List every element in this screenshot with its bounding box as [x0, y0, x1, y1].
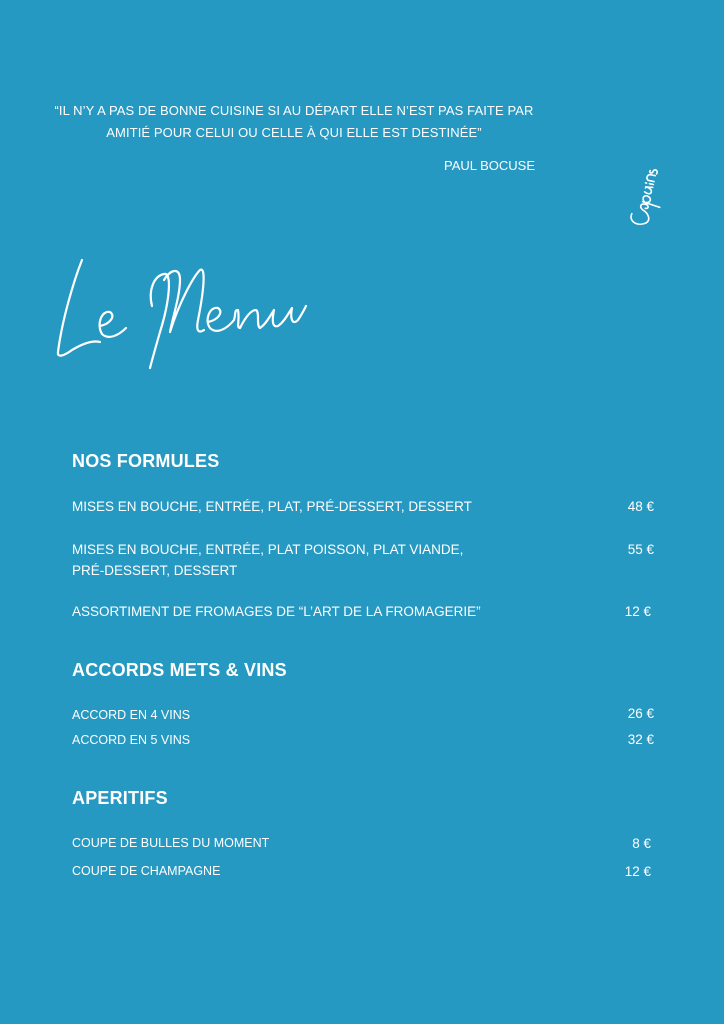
accord-item-price: 32 € — [627, 732, 654, 747]
aperitif-item-label: COUPE DE BULLES DU MOMENT — [72, 836, 270, 850]
formule-item-label — [72, 539, 463, 581]
quote-author: PAUL BOCUSE — [444, 158, 536, 173]
formule-item-price: 55 € — [627, 542, 654, 557]
aperitif-item-price: 8 € — [632, 836, 651, 851]
formule-item-label: ASSORTIMENT DE FROMAGES DE “L’ART DE LA FROMAGERIE” — [72, 604, 481, 619]
formule-item-label-line-1: MISES EN BOUCHE, ENTRÉE, PLAT POISSON, PLAT VIANDE, — [72, 542, 464, 557]
accord-item-label: ACCORD EN 4 VINS — [72, 708, 191, 722]
signature-logo — [610, 150, 680, 240]
quote-line-1: “IL N’Y A PAS DE BONNE CUISINE SI AU DÉPART ELLE N’EST PAS FAITE PAR — [54, 103, 534, 118]
aperitif-item-price: 12 € — [624, 864, 651, 879]
accord-item-label: ACCORD EN 5 VINS — [72, 733, 191, 747]
quote-line-2: AMITIÉ POUR CELUI OU CELLE À QUI ELLE EST DESTINÉE” — [106, 125, 482, 140]
formule-item-label: MISES EN BOUCHE, ENTRÉE, PLAT, PRÉ-DESSERT, DESSERT — [72, 499, 472, 514]
formule-item-price: 12 € — [624, 604, 651, 619]
formule-item-price: 48 € — [627, 499, 654, 514]
section-title-accords: ACCORDS METS & VINS — [72, 660, 287, 680]
aperitif-item-label: COUPE DE CHAMPAGNE — [72, 864, 221, 878]
menu-title-script — [48, 240, 328, 380]
section-title-formules: NOS FORMULES — [72, 451, 220, 471]
quote — [40, 100, 548, 144]
section-title-aperitifs: APERITIFS — [72, 788, 168, 808]
formule-item-label-line-2: PRÉ-DESSERT, DESSERT — [72, 563, 238, 578]
accord-item-price: 26 € — [627, 706, 654, 721]
